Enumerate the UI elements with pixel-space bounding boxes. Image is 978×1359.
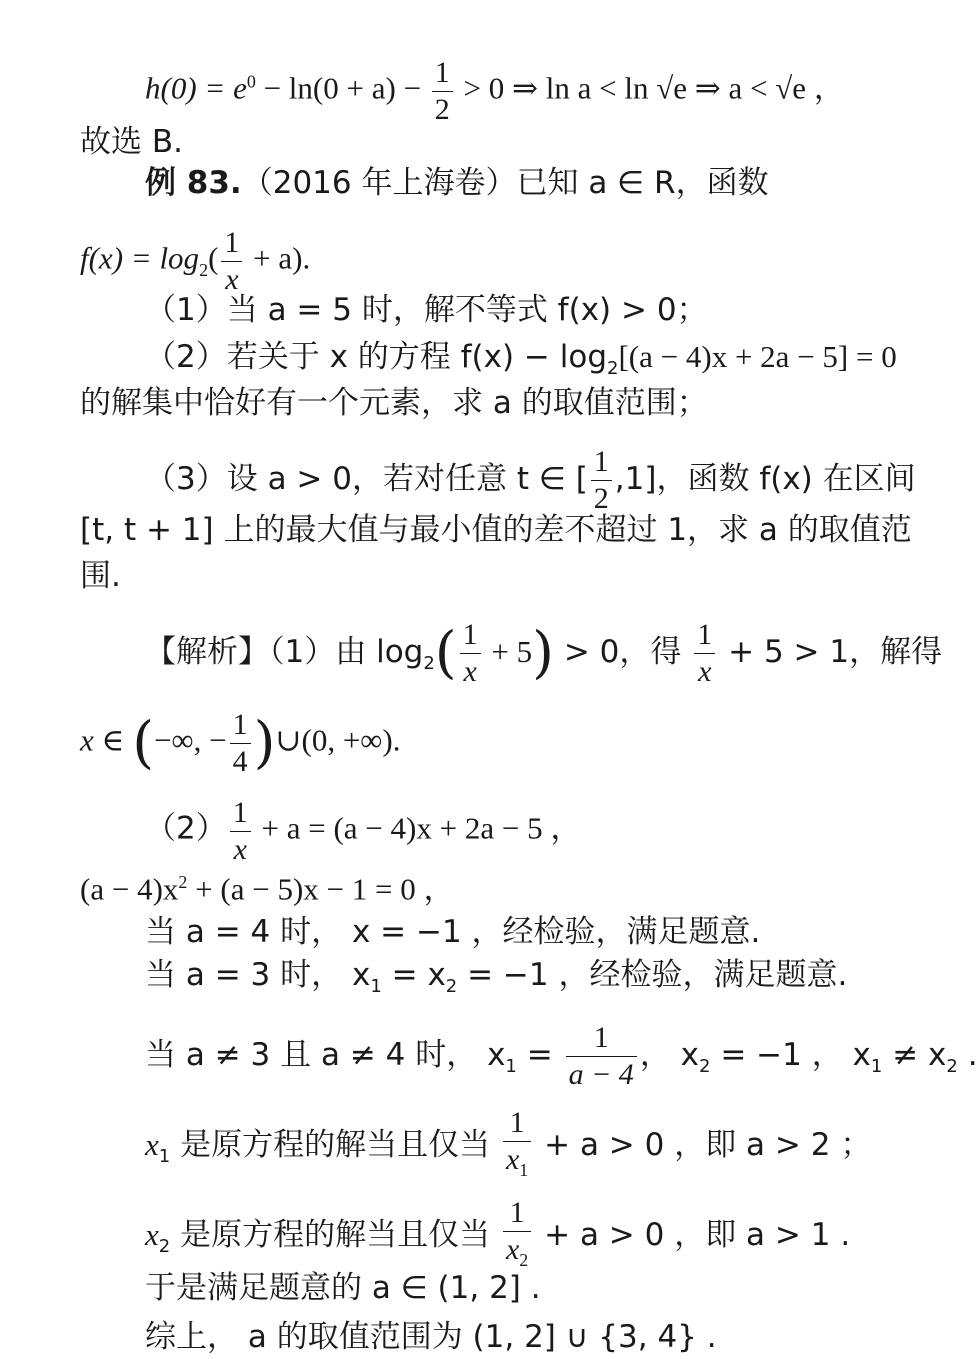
eq-subscript: 1	[370, 976, 382, 998]
left-paren: (	[132, 710, 155, 776]
fraction	[460, 617, 481, 690]
fraction-numerator: 1	[591, 444, 612, 481]
eq-subscript: 2	[445, 976, 458, 998]
eq-part: 当 a ≠ 3 且 a ≠ 4 时， x	[145, 1037, 506, 1073]
eq-part: （3）设 a > 0，若对任意 t ∈ [	[145, 461, 588, 497]
solution-set-1	[80, 707, 400, 780]
eq-subscript: 2	[607, 358, 619, 380]
fraction	[503, 1195, 531, 1278]
example-source: （2016 年上海卷）已知 a ∈ R，函数	[241, 165, 769, 201]
eq-part: x	[145, 1217, 159, 1252]
eq-part: ∪(0, +∞).	[275, 722, 401, 758]
eq-part: [(a − 4)x + 2a − 5] = 0	[618, 339, 897, 374]
eq-part: + 5	[483, 634, 533, 669]
condition-x1	[145, 1105, 871, 1188]
case-a-not-3-or-4	[145, 1020, 978, 1093]
solution-part-1	[145, 617, 942, 690]
eq-part: > 0，得	[554, 634, 692, 670]
condition-x2	[145, 1195, 850, 1278]
eq-part: ,1]，函数 f(x) 在区间	[614, 461, 916, 497]
denominator-variable: x	[505, 1233, 520, 1266]
eq-superscript: 0	[246, 71, 256, 92]
fraction-numerator: 1	[221, 225, 242, 262]
eq-part: =	[516, 1037, 563, 1073]
conclusion-part-2: 于是满足题意的 a ∈ (1, 2] .	[145, 1270, 541, 1306]
question-part-2-continued: 的解集中恰好有一个元素，求 a 的取值范围；	[80, 385, 708, 421]
fraction-numerator: 1	[432, 55, 453, 92]
eq-part: f(x) = log	[80, 240, 200, 276]
example-label: 例 83.	[145, 165, 242, 201]
question-part-2	[145, 337, 897, 389]
eq-part: 【解析】（1）由 log	[145, 634, 424, 670]
eq-part: − ln(0 + a) −	[255, 70, 429, 106]
answer-choice-line: 故选 B.	[80, 124, 183, 160]
fraction-denominator: x	[225, 263, 239, 296]
eq-part: + a > 0 ，即 a > 2 ；	[534, 1127, 872, 1163]
eq-part: (a − 4)x	[80, 871, 179, 907]
eq-part: = −1 ，经检验，满足题意.	[457, 957, 848, 993]
fraction-denominator: 2	[434, 93, 450, 126]
fraction-denominator: x	[233, 833, 247, 866]
denominator-variable: x	[505, 1143, 520, 1176]
eq-subscript: 2	[699, 1056, 711, 1078]
eq-subscript: 1	[870, 1056, 883, 1078]
eq-part: h(0) = e	[145, 70, 247, 106]
right-paren: )	[532, 620, 554, 686]
quadratic-equation	[80, 862, 454, 909]
fraction-denominator: 2	[593, 482, 609, 515]
eq-part: x	[145, 1127, 159, 1162]
eq-subscript: 1	[158, 1146, 171, 1168]
fraction-denominator: x	[698, 655, 712, 688]
fraction-numerator: 1	[460, 617, 481, 654]
eq-part: (	[208, 240, 219, 276]
case-a-equals-3	[145, 955, 847, 1007]
question-part-3-continued: [t, t + 1] 上的最大值与最小值的差不超过 1，求 a 的取值范	[80, 512, 912, 548]
fraction	[221, 225, 242, 298]
question-part-1: （1）当 a = 5 时，解不等式 f(x) > 0；	[145, 292, 708, 328]
fraction	[566, 1020, 637, 1093]
case-a-equals-4: 当 a = 4 时， x = −1 ，经检验，满足题意.	[145, 914, 761, 950]
fraction-denominator: a − 4	[568, 1058, 634, 1091]
eq-subscript: 2	[423, 653, 435, 675]
eq-part: （2）	[145, 810, 227, 847]
right-paren: )	[253, 710, 276, 776]
question-part-3	[145, 444, 916, 517]
final-answer: 综上， a 的取值范围为 (1, 2] ∪ {3, 4} .	[145, 1319, 717, 1355]
fraction	[432, 55, 453, 128]
eq-superscript: 2	[178, 872, 188, 892]
equation-h0	[145, 55, 845, 128]
eq-subscript: 2	[158, 1236, 171, 1258]
solution-part-2	[145, 795, 581, 868]
fraction-numerator: 1	[230, 707, 251, 744]
fraction	[591, 444, 612, 517]
denominator-subscript: 2	[519, 1250, 529, 1270]
eq-part: 是原方程的解当且仅当	[170, 1217, 500, 1253]
fraction-denominator: x	[463, 655, 477, 688]
eq-part: x ∈	[80, 722, 133, 758]
eq-part: （2）若关于 x 的方程 f(x) − log	[145, 339, 608, 375]
fraction-numerator: 1	[503, 1195, 531, 1232]
eq-part: ， x	[639, 1037, 700, 1073]
eq-part: ≠ x	[882, 1037, 947, 1073]
eq-subscript: 1	[505, 1056, 517, 1078]
eq-part: + 5 > 1，解得	[718, 634, 943, 670]
left-paren: (	[434, 620, 457, 686]
fraction-numerator: 1	[230, 795, 251, 832]
fraction	[230, 707, 251, 780]
fraction	[694, 617, 715, 690]
eq-part: + a).	[245, 240, 311, 276]
fraction-denominator	[503, 1142, 531, 1188]
fraction-denominator: 4	[232, 745, 248, 778]
eq-part: + a > 0 ，即 a > 1 .	[534, 1217, 851, 1253]
fraction	[230, 795, 251, 868]
eq-part: 当 a = 3 时， x	[145, 957, 371, 993]
eq-part: .	[957, 1037, 978, 1073]
eq-part: + a = (a − 4)x + 2a − 5 ，	[253, 810, 582, 846]
eq-part: = −1 ， x	[710, 1037, 871, 1073]
eq-part: 是原方程的解当且仅当	[170, 1127, 500, 1163]
eq-part: −∞, −	[154, 722, 227, 758]
eq-part: + (a − 5)x − 1 = 0 ，	[187, 871, 455, 907]
function-definition	[80, 225, 310, 298]
eq-subscript: 2	[946, 1056, 958, 1078]
eq-part: = x	[381, 957, 446, 993]
question-part-3-end: 围.	[80, 558, 121, 594]
fraction-numerator: 1	[566, 1020, 637, 1057]
fraction	[503, 1105, 531, 1188]
fraction-numerator: 1	[694, 617, 715, 654]
eq-part: > 0 ⇒ ln a < ln √e ⇒ a < √e ，	[455, 70, 845, 106]
eq-subscript: 2	[199, 259, 209, 280]
fraction-numerator: 1	[503, 1105, 531, 1142]
denominator-subscript: 1	[519, 1160, 529, 1180]
example-heading	[145, 163, 769, 203]
